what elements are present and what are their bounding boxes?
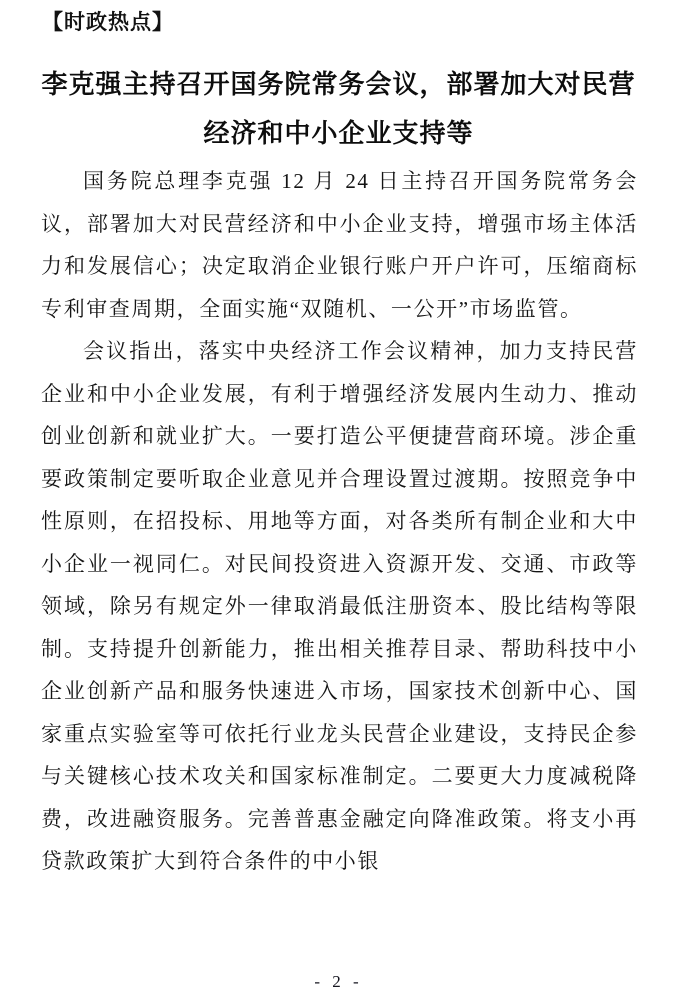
paragraph-2: 会议指出，落实中央经济工作会议精神，加力支持民营企业和中小企业发展，有利于增强经济发展内生动力、推动创业创新和就业扩大。一要打造公平便捷营商环境。涉企重要政策制定要听取企业意见并合理设置过渡期。按照竞争中性原则，在招投标、用地等方面，对各类所有制企业和大中小企业一视同仁。对民间投资进入资源开发、交通、市政等领域，除另有规定外一律取消最低注册资本、股比结构等限制。支持提升创新能力，推出相关推荐目录、帮助科技中小企业创新产品和服务快速进入市场，国家技术创新中心、国家重点实验室等可依托行业龙头民营企业建设，支持民企参与关键核心技术攻关和国家标准制定。二要更大力度减税降费，改进融资服务。完善普惠金融定向降准政策。将支小再贷款政策扩大到符合条件的中小银 <box>41 339 638 873</box>
page-number: - 2 - <box>314 972 363 991</box>
document-title: 李克强主持召开国务院常务会议，部署加大对民营经济和中小企业支持等 <box>41 70 636 148</box>
paragraph-1: 国务院总理李克强 12 月 24 日主持召开国务院常务会议，部署加大对民营经济和中小企业支持，增强市场主体活力和发展信心；决定取消企业银行账户开户许可，压缩商标专利审查周期，全面实施“双随机、一公开”市场监管。 <box>41 169 638 321</box>
section-tag: 【时政热点】 <box>42 11 174 34</box>
document-body <box>41 160 638 883</box>
